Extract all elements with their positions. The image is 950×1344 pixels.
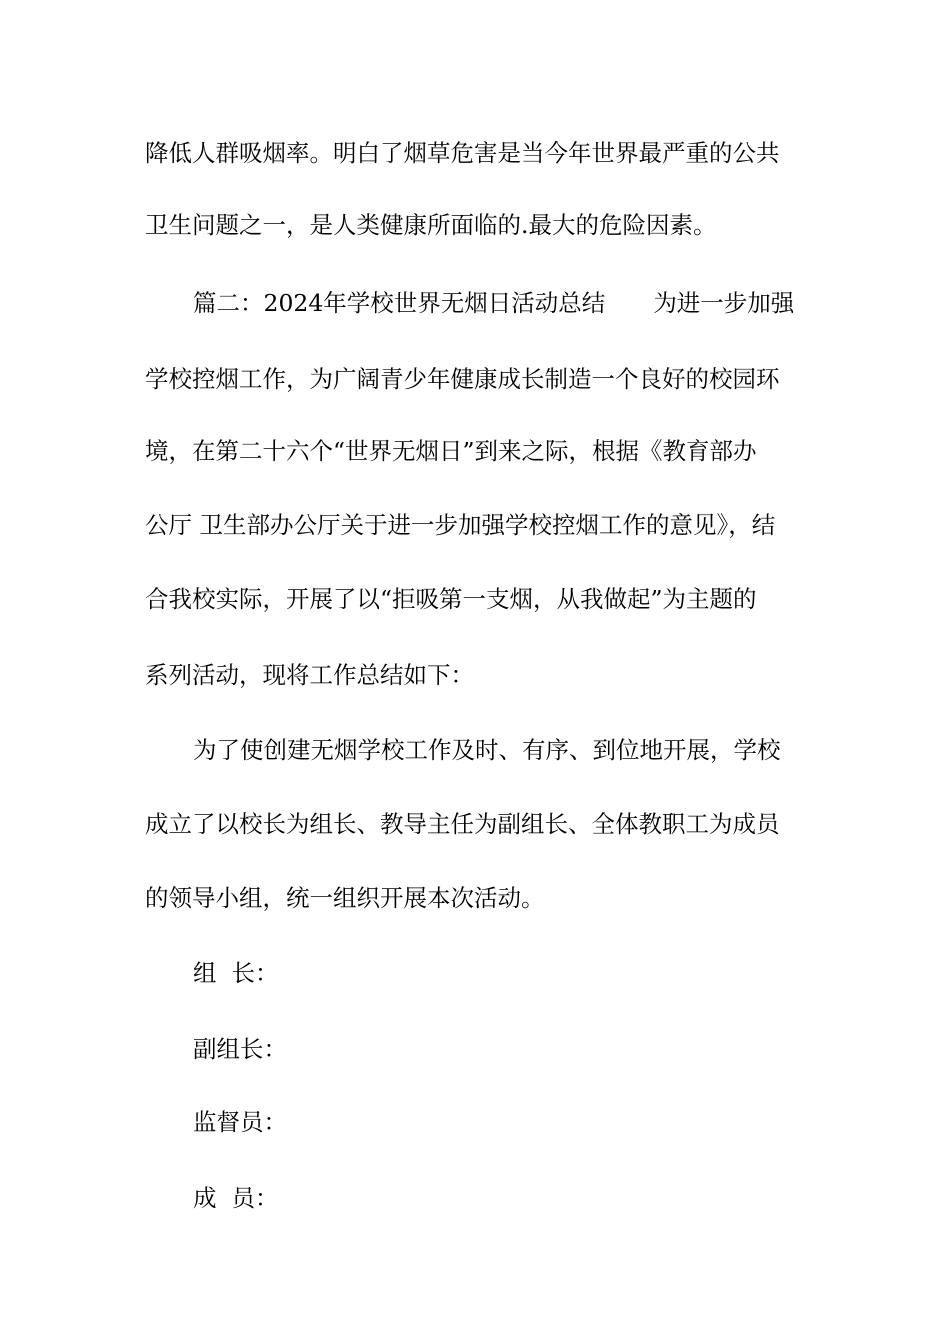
supervisor-label: 监督员： <box>193 1108 287 1136</box>
text-line: 卫生问题之一，是人类健康所面临的.最大的危险因素。 <box>145 211 717 239</box>
members-label: 成 员： <box>193 1184 279 1212</box>
text-fragment: 为进一步加强 <box>653 289 795 317</box>
text-line: 公厅 卫生部办公厅关于进一步加强学校控烟工作的意见》，结 <box>145 511 776 539</box>
text-line: 境，在第二十六个“世界无烟日”到来之际，根据《教育部办 <box>145 437 757 465</box>
text-line: 的领导小组，统一组织开展本次活动。 <box>145 884 545 912</box>
text-line: 学校控烟工作，为广阔青少年健康成长制造一个良好的校园环 <box>145 365 780 393</box>
text-line: 合我校实际，开展了以“拒吸第一支烟，从我做起”为主题的 <box>145 585 757 613</box>
section-title: 篇二：2024年学校世界无烟日活动总结 <box>193 289 606 317</box>
deputy-leader-label: 副组长： <box>193 1035 287 1063</box>
group-leader-label: 组 长： <box>193 959 279 987</box>
section-heading-line <box>193 288 815 318</box>
text-line: 为了使创建无烟学校工作及时、有序、到位地开展，学校 <box>193 736 781 764</box>
text-line: 系列活动，现将工作总结如下： <box>145 661 474 689</box>
text-line: 成立了以校长为组长、教导主任为副组长、全体教职工为成员 <box>145 810 780 838</box>
text-line: 降低人群吸烟率。明白了烟草危害是当今年世界最严重的公共 <box>145 139 780 167</box>
